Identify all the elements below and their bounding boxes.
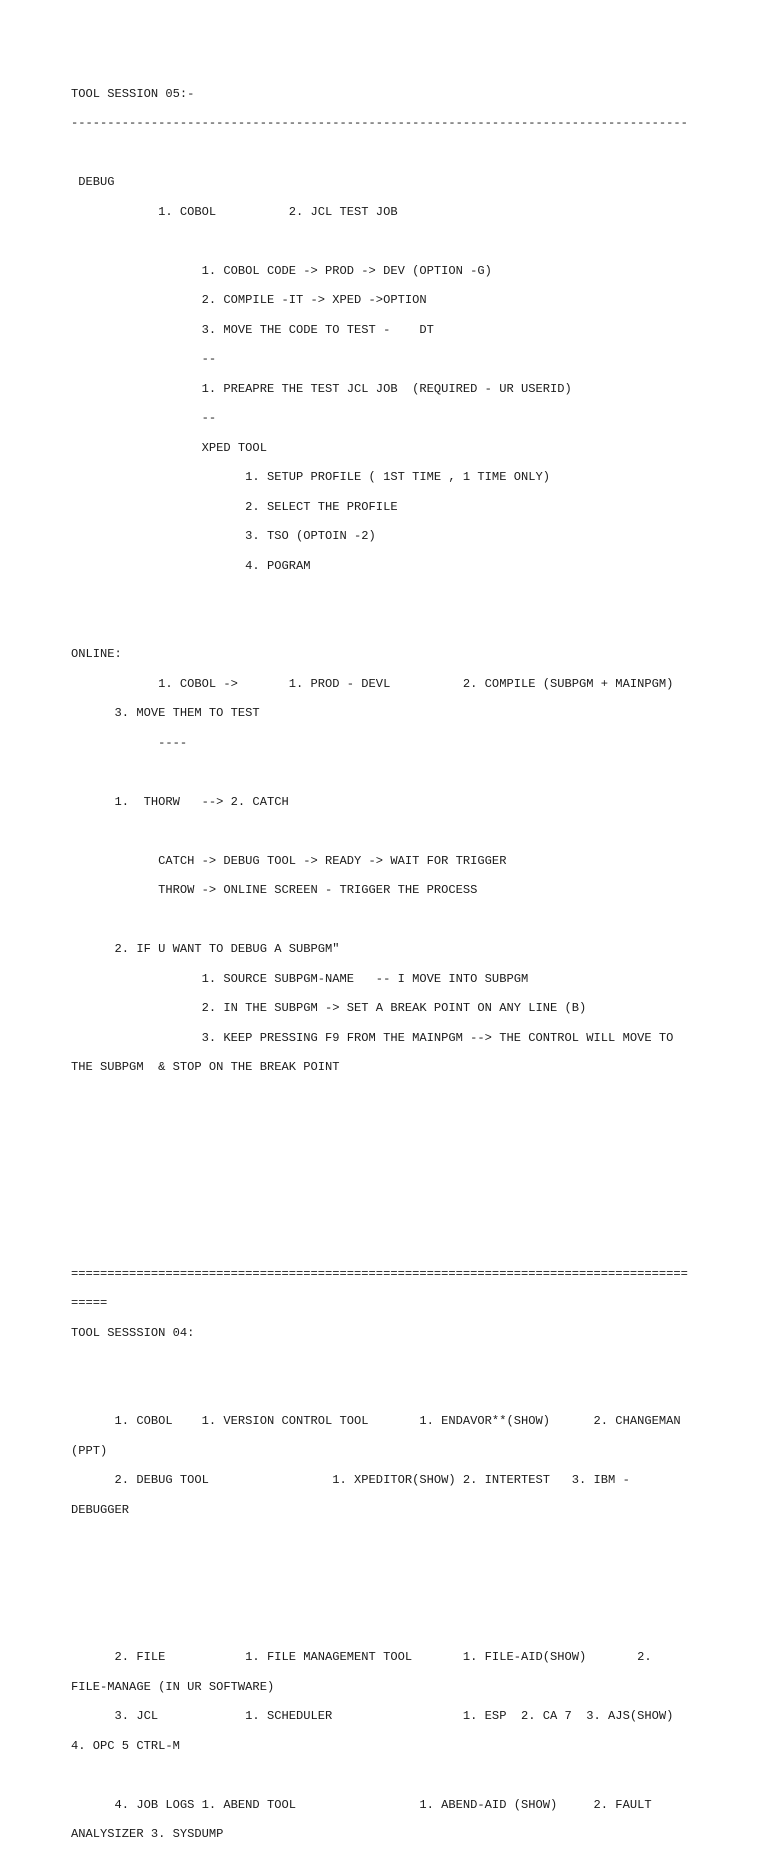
text-line: 3. TSO (OPTOIN -2) (71, 529, 376, 544)
text-line: 1. COBOL 1. VERSION CONTROL TOOL 1. ENDAVOR**(SHOW) 2. CHANGEMAN (71, 1414, 681, 1429)
text-line: 2. FILE 1. FILE MANAGEMENT TOOL 1. FILE-AID(SHOW) 2. (71, 1650, 652, 1665)
text-line: 1. THORW --> 2. CATCH (71, 794, 289, 809)
text-line: 3. MOVE THEM TO TEST (71, 706, 260, 721)
blank-line (71, 1090, 711, 1105)
blank-line (71, 824, 711, 839)
text-line: -- (71, 411, 217, 426)
blank-line (71, 765, 711, 780)
equals-separator-wrap: ===== (71, 1296, 108, 1311)
blank-line (71, 618, 711, 633)
blank-line (71, 1562, 711, 1577)
text-line: 4. JOB LOGS 1. ABEND TOOL 1. ABEND-AID (SHOW) 2. FAULT (71, 1797, 652, 1812)
text-line: 1. COBOL CODE -> PROD -> DEV (OPTION -G) (71, 263, 492, 278)
blank-line (71, 1355, 711, 1370)
text-line: CATCH -> DEBUG TOOL -> READY -> WAIT FOR TRIGGER (71, 853, 507, 868)
text-line: 3. MOVE THE CODE TO TEST - DT (71, 322, 434, 337)
text-line: 2. COMPILE -IT -> XPED ->OPTION (71, 293, 427, 308)
blank-line (71, 146, 711, 161)
online-heading: ONLINE: (71, 647, 122, 662)
blank-line (71, 234, 711, 249)
text-line: 2. SELECT THE PROFILE (71, 499, 398, 514)
text-line: 4. OPC 5 CTRL-M (71, 1738, 180, 1753)
text-line: 2. IF U WANT TO DEBUG A SUBPGM" (71, 942, 340, 957)
text-line: DEBUGGER (71, 1502, 130, 1517)
text-line: 1. COBOL -> 1. PROD - DEVL 2. COMPILE (SUBPGM + MAINPGM) (71, 676, 674, 691)
xped-tool-heading: XPED TOOL (71, 440, 267, 455)
text-line: 1. COBOL 2. JCL TEST JOB (71, 204, 398, 219)
session-05-title: TOOL SESSION 05:- (71, 86, 195, 101)
text-line: 3. JCL 1. SCHEDULER 1. ESP 2. CA 7 3. AJS(SHOW) (71, 1709, 674, 1724)
text-line: -- (71, 352, 217, 367)
text-line: THROW -> ONLINE SCREEN - TRIGGER THE PROCESS (71, 883, 478, 898)
blank-line (71, 588, 711, 603)
blank-line (71, 1532, 711, 1547)
blank-line (71, 1591, 711, 1606)
document-body (71, 72, 711, 1857)
text-line: 2. IN THE SUBPGM -> SET A BREAK POINT ON ANY LINE (B) (71, 1001, 587, 1016)
blank-line (71, 1119, 711, 1134)
text-line: 1. PREAPRE THE TEST JCL JOB (REQUIRED - UR USERID) (71, 381, 572, 396)
blank-line (71, 1237, 711, 1252)
text-line: 3. KEEP PRESSING F9 FROM THE MAINPGM --> THE CONTROL WILL MOVE TO (71, 1030, 674, 1045)
text-line: 1. SETUP PROFILE ( 1ST TIME , 1 TIME ONLY) (71, 470, 550, 485)
blank-line (71, 1208, 711, 1223)
blank-line (71, 1178, 711, 1193)
text-line: 1. SOURCE SUBPGM-NAME -- I MOVE INTO SUBPGM (71, 971, 529, 986)
text-line: ---- (71, 735, 188, 750)
text-line: (PPT) (71, 1443, 108, 1458)
text-line: 4. POGRAM (71, 558, 311, 573)
debug-heading: DEBUG (71, 175, 115, 190)
blank-line (71, 1768, 711, 1783)
blank-line (71, 1621, 711, 1636)
blank-line (71, 1385, 711, 1400)
dash-separator: ------------------------------------------------------------------------------------- (71, 116, 688, 131)
text-line: 2. DEBUG TOOL 1. XPEDITOR(SHOW) 2. INTERTEST 3. IBM - (71, 1473, 630, 1488)
text-line: FILE-MANAGE (IN UR SOFTWARE) (71, 1679, 275, 1694)
blank-line (71, 1149, 711, 1164)
session-04-title: TOOL SESSSION 04: (71, 1325, 195, 1340)
blank-line (71, 913, 711, 928)
equals-separator: ===================================================================================== (71, 1266, 688, 1281)
text-line: ANALYSIZER 3. SYSDUMP (71, 1827, 224, 1842)
text-line: THE SUBPGM & STOP ON THE BREAK POINT (71, 1060, 340, 1075)
